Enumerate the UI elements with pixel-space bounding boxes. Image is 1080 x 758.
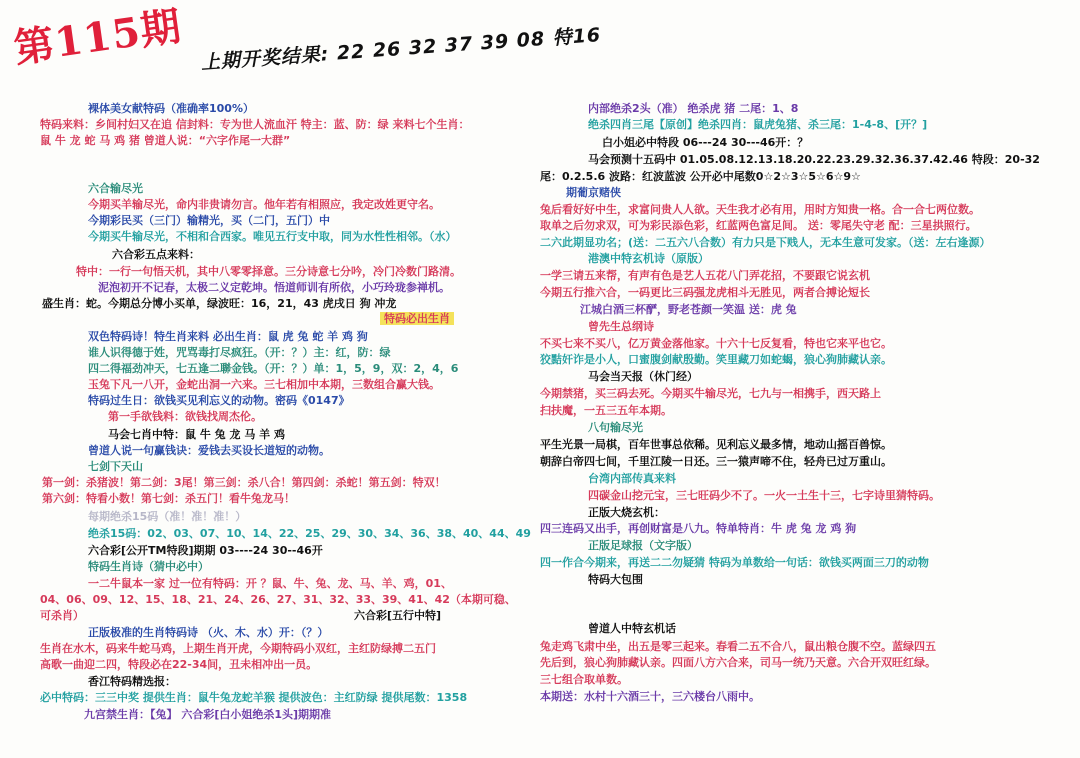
text-line: 四碳金山挖元宝，三七旺码少不了。一火一土生十三，七字诗里猜特码。	[588, 489, 940, 502]
text-line: 高歌一曲迎二四，特段必在22-34间，丑未相冲出一员。	[40, 658, 318, 671]
text-line: 第一手欲钱料：欲钱找周杰伦。	[108, 410, 262, 423]
text-line: 扫扶魔，一五三五年本期。	[540, 404, 672, 417]
text-line: 六合彩[五行中特]	[354, 609, 442, 622]
text-line: 曾道人说一句赢钱诀：爱钱去买设长道短的动物。	[88, 444, 330, 457]
text-line: 绝杀四肖三尾【原创】绝杀四肖：鼠虎兔猪、杀三尾：1-4-8、[开？]	[588, 118, 928, 131]
text-line: 第六剑：特看小数！第七剑：杀五门！看牛兔龙马！	[42, 492, 295, 505]
text-line: 今期买牛输尽光，不相和合西家。唯见五行支中取，同为水性性相邻。（水）	[88, 230, 457, 243]
text-line: 平生光景一局棋，百年世事总依稀。见利忘义最多情，地动山摇百兽惊。	[540, 438, 892, 451]
text-line: 今期彩民买（三门）输精光，买（二门，五门）中	[88, 214, 330, 227]
text-line: 泥泡初开不记春，太极二义定乾坤。悟道师训有所依，小巧玲珑参禅机。	[98, 281, 450, 294]
text-line: 内部绝杀2头（准） 绝杀虎 猪 二尾：1、8	[588, 102, 799, 115]
issue-number: 第115期	[11, 2, 185, 73]
text-line: 特码过生日：欲钱买见利忘义的动物。密码《0147》	[88, 394, 350, 407]
section-title: 特码生肖诗（猜中必中）	[88, 560, 209, 573]
text-line: 第一剑：杀猪波！第二剑：3尾！第三剑：杀八合！第四剑：杀蛇！第五剑：特双！	[42, 476, 446, 489]
text-line: 特码来料：乡间村妇又在追 信封料：专为世人流血汗 特主：蓝、防：绿 来料七个生肖：	[40, 118, 470, 131]
section-title: 特码大包围	[588, 573, 643, 586]
text-line: 四三连码又出手，再创财富是八九。特单特肖：牛 虎 兔 龙 鸡 狗	[540, 522, 857, 535]
text-line: 九宫禁生肖：【兔】 六合彩[白小姐绝杀1头]期期准	[84, 708, 332, 721]
text-line: 今期禁猪，买三码去死。今期买牛输尽光，七九与一相携手，西天路上	[540, 387, 881, 400]
text-line: 可杀肖）	[40, 609, 84, 622]
section-title: 双色特码诗！特生肖来料 必出生肖：鼠 虎 兔 蛇 羊 鸡 狗	[88, 330, 368, 343]
text-line: 本期送：水村十六酒三十，三六楼台八雨中。	[540, 690, 760, 703]
text-line: 马会七肖中特：鼠 牛 兔 龙 马 羊 鸡	[108, 428, 285, 441]
section-title: 台湾内部传真来料	[588, 472, 676, 485]
section-title: 正版足球报（文字版）	[588, 539, 698, 552]
text-line: 一二牛鼠本一家 过一位有特码：开 ？鼠、牛、兔、龙、马、羊、鸡，01、	[88, 577, 452, 590]
text-line: 取单之后勿求双，可为彩民添色彩，红蓝两色富足间。 送：零尾失守老 配：三星拱照行。	[540, 219, 977, 232]
text-line: 今期买羊输尽光，命内非贵请勿言。他年若有相照应，我定改姓更守名。	[88, 198, 440, 211]
text-line: 四二得福劲冲天，七五逢二聯金钱。（开：？）单：1，5，9，双：2，4，6	[88, 362, 459, 375]
text-line: 绝杀15码：02、03、07、10、14、22、25、29、30、34、36、38、40、44、49	[88, 527, 531, 540]
text-line: 生肖在水木，码来牛蛇马鸡，上期生肖开虎，今期特码小双红，主红防绿搏二五门	[40, 642, 436, 655]
text-line: 四一作合今期来，再送二二勿疑猜 特码为单数给一句话：欲钱买两面三刀的动物	[540, 556, 929, 569]
text-line: 兔后看好好中生，求富问贵人人欲。天生我才必有用，用时方知贵一格。合一合七两位数。	[540, 203, 980, 216]
last-draw-result: 上期开奖结果: 22 26 32 37 39 08 特16	[200, 24, 602, 74]
highlight-badge: 特码必出生肖	[380, 312, 454, 325]
text-line: 不买七来不买八，亿万黄金落他家。十六十七反复看，特也它来平也它。	[540, 337, 892, 350]
text-line: 一学三请五来帮，有声有色是艺人五花八门弄花招，不要跟它说玄机	[540, 269, 870, 282]
text-line: 谁人识得德于姓，咒骂毒打尽疯狂。（开：？）主：红，防：绿	[88, 346, 391, 359]
text-line: 先后到，狼心狗肺藏认亲。四面八方六合来，司马一统乃天意。六合开双旺红绿。	[540, 656, 936, 669]
section-title: 马会当天报（休门经）	[588, 370, 698, 383]
text-line: 特中：一行一句悟天机，其中八零零择意。三分诗意七分吟，冷门冷数门路清。	[76, 265, 461, 278]
text-line: 三七组合取单数。	[540, 673, 628, 686]
section-title: 期葡京赌侠	[566, 186, 621, 199]
text-line: 二六此期显功名；(送：二五六八合数）有力只是下贱人，无本生意可发家。（送：左右逢源）	[540, 236, 991, 249]
section-title: 曾道人中特玄机话	[588, 622, 676, 635]
text-line: 玉兔下凡一八开，金蛇出洞一六来。三七相加中本期，三数组合赢大钱。	[88, 378, 440, 391]
text-line: 兔走鸡飞肃中坐，出五是零三起来。春看二五不合八，鼠出粮仓腹不空。蓝绿四五	[540, 640, 936, 653]
section-title: 正版大烧玄机：	[588, 506, 665, 519]
section-title: 港澳中特玄机诗（原版）	[588, 252, 709, 265]
section-title: 曾先生总纲诗	[588, 320, 654, 333]
text-line: 江城白酒三杯酽，野老苍颜一笑温 送：虎 兔	[580, 303, 797, 316]
text-line: 六合彩[公开TM特段]期期 03----24 30--46开	[88, 544, 323, 557]
text-line: 尾：0.2.5.6 波路：红波蓝波 公开必中尾数0☆2☆3☆5☆6☆9☆	[540, 170, 861, 183]
text-line: 鼠 牛 龙 蛇 马 鸡 猪 曾道人说：“六字作尾一大群”	[40, 134, 291, 147]
section-title: 七剑下天山	[88, 460, 143, 473]
section-title: 六合输尽光	[88, 182, 143, 195]
text-line: 朝辞白帝四七间，千里江陵一日还。三一猿声啼不住，轻舟已过万重山。	[540, 455, 892, 468]
text-line: 04、06、09、12、15、18、21、24、26、27、31、32、33、39、41、42（本期可稳、	[40, 593, 516, 606]
text-line: 盛生肖：蛇。今期总分博小买单，绿波旺：16，21，43 虎戌日 狗 冲龙	[42, 297, 397, 310]
section-title: 正版极准的生肖特码诗 （火、木、水）开：（？）	[88, 626, 329, 639]
heading-nude-beauty-code: 裸体美女献特码（准确率100%）	[88, 102, 254, 115]
text-line: 狡黠奸诈是小人，口蜜腹剑献殷勤。笑里藏刀如蛇蝎，狼心狗肺藏认亲。	[540, 353, 892, 366]
section-title: 六合彩五点来料：	[112, 248, 200, 261]
text-line: 今期五行推六合，一码更比三码强龙虎相斗无胜见，两者合搏论短长	[540, 286, 870, 299]
text-line: 白小姐必中特段 06---24 30---46开：？	[602, 136, 809, 149]
section-title: 每期绝杀15码（准！准！准！）	[88, 510, 247, 523]
section-title: 香江特码精选报：	[88, 675, 176, 688]
text-line: 马会预测十五码中 01.05.08.12.13.18.20.22.23.29.32.36.37.42.46 特段：20-32	[588, 153, 1040, 166]
text-line: 必中特码：三三中奖 提供生肖：鼠牛兔龙蛇羊猴 提供波色：主红防绿 提供尾数：1358	[40, 691, 468, 704]
section-title: 八句输尽光	[588, 421, 643, 434]
